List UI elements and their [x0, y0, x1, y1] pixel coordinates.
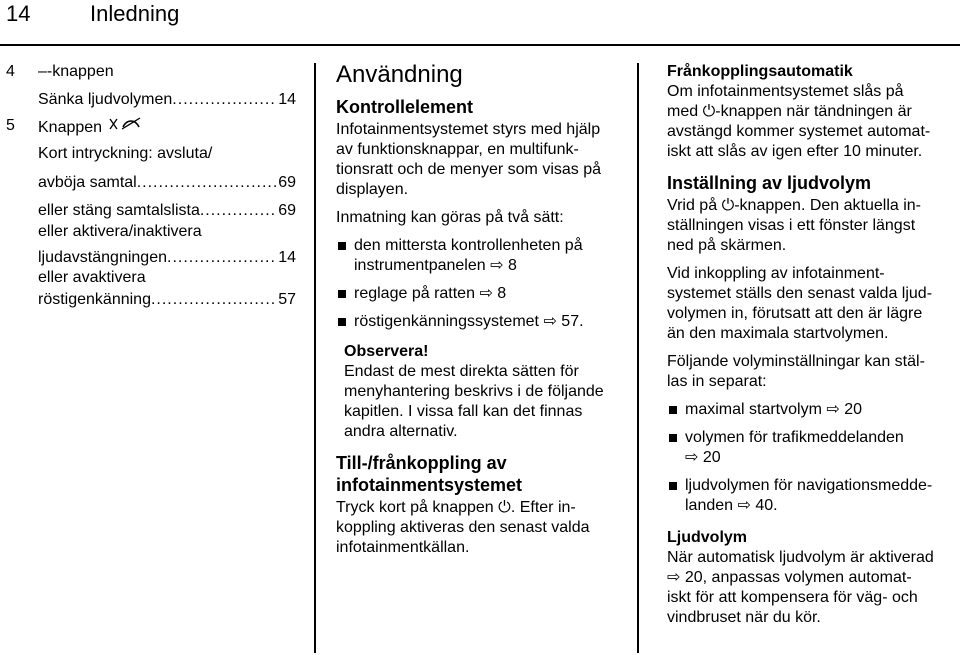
text-line: maximal startvolym [685, 401, 822, 418]
toc-page: 14 [278, 249, 296, 266]
text-line: av funktionsknappar, en multifunk- [336, 141, 579, 158]
subheading-ljudvolym: Ljudvolym [667, 529, 748, 546]
list-item [336, 284, 632, 304]
toc-text: röstigenkänning [38, 291, 151, 308]
text-line: infotainmentkällan. [336, 539, 470, 556]
toc-entry [38, 288, 296, 310]
text-line: instrumentpanelen [354, 257, 486, 274]
text-line: Infotainmentsystemet styrs med hjälp [336, 121, 601, 138]
text-line: landen [685, 497, 734, 514]
list-item-4 [6, 62, 296, 114]
text-line: las in separat: [667, 373, 767, 390]
list-item [336, 236, 632, 276]
item-number: 5 [6, 117, 15, 134]
toc-text: Sänka ljudvolymen [38, 91, 173, 108]
text-line: Kort intryckning: avsluta/ [38, 145, 213, 162]
reference-arrow-icon: ⇨ [479, 285, 493, 302]
text-line: -knappen när tändningen är [715, 103, 912, 120]
text-line: Följande volyminställningar kan stäl- [667, 353, 925, 370]
list-item-5 [6, 116, 296, 310]
text-line: displayen. [336, 181, 409, 198]
text-line: än den maximala startvolymen. [667, 325, 889, 342]
power-icon: ⏻ [721, 197, 735, 214]
page-ref: 20 [844, 401, 863, 418]
text-line: avstängd kommer systemet automat- [667, 123, 931, 140]
text-line: ned på skärmen. [667, 237, 787, 254]
text-line: . Efter in- [510, 499, 576, 516]
right-column [667, 62, 957, 628]
paragraph [667, 264, 957, 344]
text-line: med [667, 103, 699, 120]
reference-arrow-icon: ⇨ [826, 401, 840, 418]
item-title: –-knappen [38, 63, 114, 80]
text-line: koppling aktiveras den senast valda [336, 519, 590, 536]
paragraph [667, 548, 957, 628]
reference-arrow-icon: ⇨ [685, 449, 699, 466]
heading-line: Till-/frånkoppling av [336, 453, 507, 473]
toc-text: ljudavstängningen [38, 249, 167, 266]
text-line: iskt för att kompensera för väg- och [667, 589, 918, 606]
page-header [0, 0, 960, 45]
section-heading: Användning [336, 61, 463, 88]
reference-arrow-icon: ⇨ [543, 313, 557, 330]
subheading-installning-ljudvolym: Inställning av ljudvolym [667, 173, 872, 193]
text-line: volymen in, förutsatt att den är lägre [667, 305, 923, 322]
list-item [667, 476, 957, 516]
text-line: -knappen. Den aktuella in- [734, 197, 921, 214]
header-rule [0, 44, 960, 46]
toc-text: avböja samtal [38, 174, 137, 191]
list-item [667, 428, 957, 468]
paragraph [336, 498, 632, 558]
phone-reject-icon [107, 116, 145, 138]
text-line: Endast de mest direkta sätten för [344, 363, 579, 380]
item-title: Knappen [38, 119, 103, 136]
page-ref: 57. [561, 313, 584, 330]
text-line: volymen för trafikmeddelanden [685, 429, 904, 446]
list-item [336, 312, 632, 332]
chapter-title: Inledning [90, 1, 180, 26]
reference-arrow-icon: ⇨ [490, 257, 504, 274]
paragraph [336, 120, 632, 200]
paragraph: Inmatning kan göras på två sätt: [336, 209, 564, 226]
power-icon: ⏻ [702, 103, 716, 120]
page-ref: 8 [507, 257, 517, 274]
list-item [667, 400, 957, 420]
text-line: Vrid på [667, 197, 718, 214]
paragraph [667, 82, 957, 162]
text-line: Vid inkoppling av infotainment- [667, 265, 885, 282]
page-ref: 20 [684, 569, 703, 586]
text-line: iskt att slås av igen efter 10 minuter. [667, 143, 923, 160]
middle-column [336, 60, 632, 558]
text-line: ljudvolymen för navigationsmedde- [685, 477, 933, 494]
subheading-till-frankoppling [336, 452, 632, 496]
paragraph [667, 196, 957, 256]
text-line: reglage på ratten [354, 285, 475, 302]
toc-entry [38, 86, 296, 114]
toc-entry [38, 166, 296, 194]
toc-page: 14 [278, 91, 296, 108]
toc-page: 69 [278, 174, 296, 191]
item-number: 4 [6, 63, 15, 80]
text-line: ställningen visas i ett fönster längst [667, 217, 916, 234]
paragraph [667, 352, 957, 392]
note-box [336, 342, 632, 442]
text-line: eller avaktivera [38, 269, 146, 286]
text-line: Tryck kort på knappen [336, 499, 494, 516]
column-divider-1 [314, 63, 316, 653]
text-line: När automatisk ljudvolym är aktiverad [667, 549, 934, 566]
toc-entry [38, 194, 296, 222]
text-line: Om infotainmentsystemet slås på [667, 83, 904, 100]
text-line: , anpassas volymen automat- [702, 569, 912, 586]
reference-arrow-icon: ⇨ [667, 569, 681, 586]
page-number: 14 [6, 1, 31, 26]
text-line: eller aktivera/inaktivera [38, 223, 202, 240]
text-line: kapitlen. I vissa fall kan det finnas [344, 403, 583, 420]
toc-entry [38, 242, 296, 268]
text-line: andra alternativ. [344, 423, 458, 440]
text-line: menyhantering beskrivs i de följande [344, 383, 604, 400]
page-ref: 8 [497, 285, 507, 302]
left-column [6, 62, 296, 310]
subheading-kontrollelement: Kontrollelement [336, 97, 474, 117]
power-icon: ⏻ [498, 499, 511, 516]
text-line: vindbruset när du kör. [667, 609, 821, 626]
page-ref: 40. [755, 497, 778, 514]
toc-page: 69 [278, 202, 296, 219]
text-line: den mittersta kontrollenheten på [354, 237, 583, 254]
text-line: tionsratt och de menyer som visas på [336, 161, 602, 178]
subheading-frankopplingsautomatik: Frånkopplingsautomatik [667, 63, 853, 80]
text-line: systemet ställs den senast valda ljud- [667, 285, 933, 302]
toc-text: eller stäng samtalslista [38, 202, 200, 219]
text-line: röstigenkänningssystemet [354, 313, 539, 330]
heading-line: infotainmentsystemet [336, 475, 523, 495]
page-ref: 20 [702, 449, 721, 466]
reference-arrow-icon: ⇨ [737, 497, 751, 514]
note-title: Observera! [344, 343, 429, 360]
column-divider-2 [637, 63, 639, 653]
toc-page: 57 [278, 291, 296, 308]
